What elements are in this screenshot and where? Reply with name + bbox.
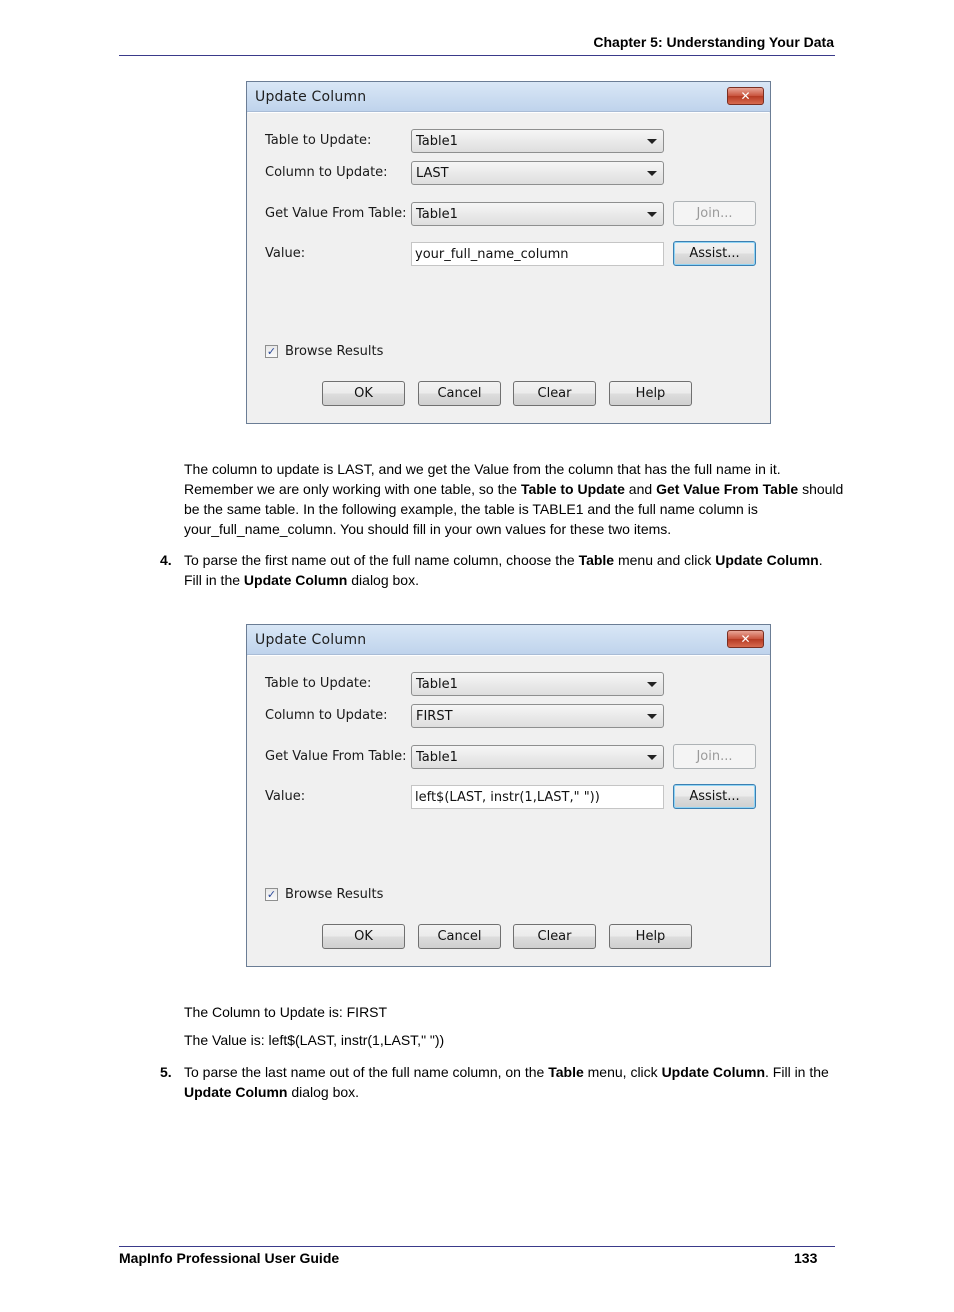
dialog-title: Update Column [255,89,367,105]
get-value-from-table-label: Get Value From Table: [265,749,407,764]
value-text: left$(LAST, instr(1,LAST," ")) [415,790,600,805]
chevron-down-icon [647,714,657,719]
chevron-down-icon [647,682,657,687]
update-column-dialog-2 [246,624,771,967]
update-column-dialog-1 [246,81,771,424]
browse-results-label: Browse Results [285,887,384,902]
chevron-down-icon [647,755,657,760]
chevron-down-icon [647,139,657,144]
table-to-update-select[interactable] [411,672,664,696]
close-button[interactable] [727,630,764,648]
step-5-number: 5. [160,1064,172,1080]
help-button[interactable]: Help [609,924,692,949]
clear-button[interactable]: Clear [513,381,596,406]
table-to-update-value: Table1 [416,134,458,149]
get-value-from-table-value: Table1 [416,207,458,222]
table-to-update-label: Table to Update: [265,133,372,148]
chevron-down-icon [647,171,657,176]
get-value-from-table-label: Get Value From Table: [265,206,407,221]
get-value-from-table-select[interactable] [411,202,664,226]
summary-column-line: The Column to Update is: FIRST [184,1004,388,1020]
get-value-from-table-value: Table1 [416,750,458,765]
dialog-title: Update Column [255,632,367,648]
value-input[interactable] [411,242,664,266]
footer-rule [119,1246,835,1247]
table-to-update-label: Table to Update: [265,676,372,691]
column-to-update-select[interactable] [411,704,664,728]
page-number: 133 [794,1250,818,1266]
help-button[interactable]: Help [609,381,692,406]
step-5-text: To parse the last name out of the full name column, on the Table menu, click Update Column. Fill in the Update Column dialog box. [184,1064,829,1100]
value-text: your_full_name_column [415,247,569,262]
dialog-client [248,655,769,965]
close-button[interactable] [727,87,764,105]
table-to-update-value: Table1 [416,677,458,692]
step-4-text: To parse the first name out of the full name column, choose the Table menu and click Update Column. Fill in the Update Column dialog box. [184,552,823,588]
assist-button[interactable]: Assist... [673,784,756,809]
header-rule [119,55,835,56]
assist-button[interactable]: Assist... [673,241,756,266]
guide-title: MapInfo Professional User Guide [119,1250,340,1266]
close-icon: ✕ [740,632,751,646]
join-button[interactable]: Join... [673,744,756,769]
value-input[interactable] [411,785,664,809]
join-button[interactable]: Join... [673,201,756,226]
chevron-down-icon [647,212,657,217]
browse-results-checkbox[interactable]: ✓ [266,345,277,358]
summary-value-line: The Value is: left$(LAST, instr(1,LAST," ")) [184,1032,445,1048]
cancel-button[interactable]: Cancel [418,924,501,949]
browse-results-label: Browse Results [285,344,384,359]
column-to-update-value: LAST [416,166,449,181]
ok-button[interactable]: OK [322,924,405,949]
get-value-from-table-select[interactable] [411,745,664,769]
browse-results-checkbox[interactable]: ✓ [266,888,277,901]
dialog-titlebar[interactable] [247,625,770,655]
column-to-update-value: FIRST [416,709,453,724]
ok-button[interactable]: OK [322,381,405,406]
value-label: Value: [265,246,306,261]
cancel-button[interactable]: Cancel [418,381,501,406]
clear-button[interactable]: Clear [513,924,596,949]
step-4-number: 4. [160,552,172,568]
column-to-update-select[interactable] [411,161,664,185]
column-to-update-label: Column to Update: [265,708,388,723]
dialog-client [248,112,769,422]
table-to-update-select[interactable] [411,129,664,153]
chapter-title: Chapter 5: Understanding Your Data [593,34,834,50]
column-to-update-label: Column to Update: [265,165,388,180]
dialog-titlebar[interactable] [247,82,770,112]
explanation-paragraph: The column to update is LAST, and we get the Value from the column that has the full name in it. Remember we are only working with one table, so the Table to Update and Get Value From Table should be the same table. In the following example, the table is TABLE1 and the full name column is your_full_name_column. You should fill in your own values for these two items. [184,461,844,537]
value-label: Value: [265,789,306,804]
close-icon: ✕ [740,89,751,103]
